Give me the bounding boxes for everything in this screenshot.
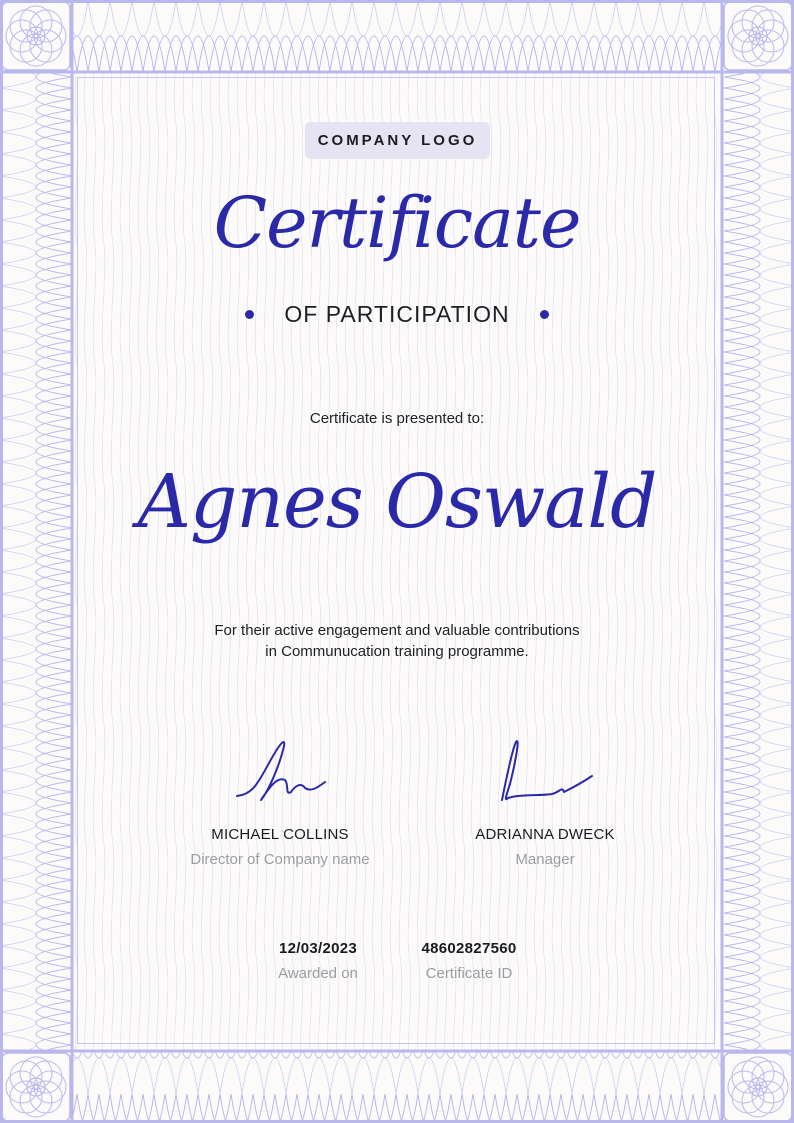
signer-block-2	[425, 730, 665, 868]
certificate-subtitle: OF PARTICIPATION	[284, 300, 510, 327]
signer-name: MICHAEL COLLINS	[211, 826, 349, 843]
bullet-dot-icon	[540, 310, 549, 319]
recipient-name: Agnes Oswald	[137, 459, 657, 545]
certificate-id: 48602827560	[421, 940, 517, 957]
signature-icon	[225, 730, 335, 814]
company-logo-label: COMPANY LOGO	[317, 132, 478, 149]
company-logo-placeholder	[305, 122, 490, 159]
award-date: 12/03/2023	[278, 940, 358, 957]
signer-role: Manager	[515, 851, 575, 868]
award-reason	[0, 620, 794, 662]
certificate-title: Certificate	[213, 182, 581, 264]
certificate-id-label: Certificate ID	[425, 965, 513, 982]
award-date-label: Awarded on	[278, 965, 358, 982]
awarded-on-block	[238, 940, 398, 982]
presented-to-label: Certificate is presented to:	[309, 410, 485, 427]
bullet-dot-icon	[245, 310, 254, 319]
signature-icon	[490, 730, 600, 814]
subtitle-row	[0, 300, 794, 328]
signer-role: Director of Company name	[190, 851, 370, 868]
signer-name: ADRIANNA DWECK	[475, 826, 615, 843]
signer-block-1	[160, 730, 400, 868]
award-reason-line-2: in Communucation training programme.	[265, 643, 529, 660]
award-reason-line-1: For their active engagement and valuable contributions	[214, 622, 580, 639]
certificate-id-block	[389, 940, 549, 982]
